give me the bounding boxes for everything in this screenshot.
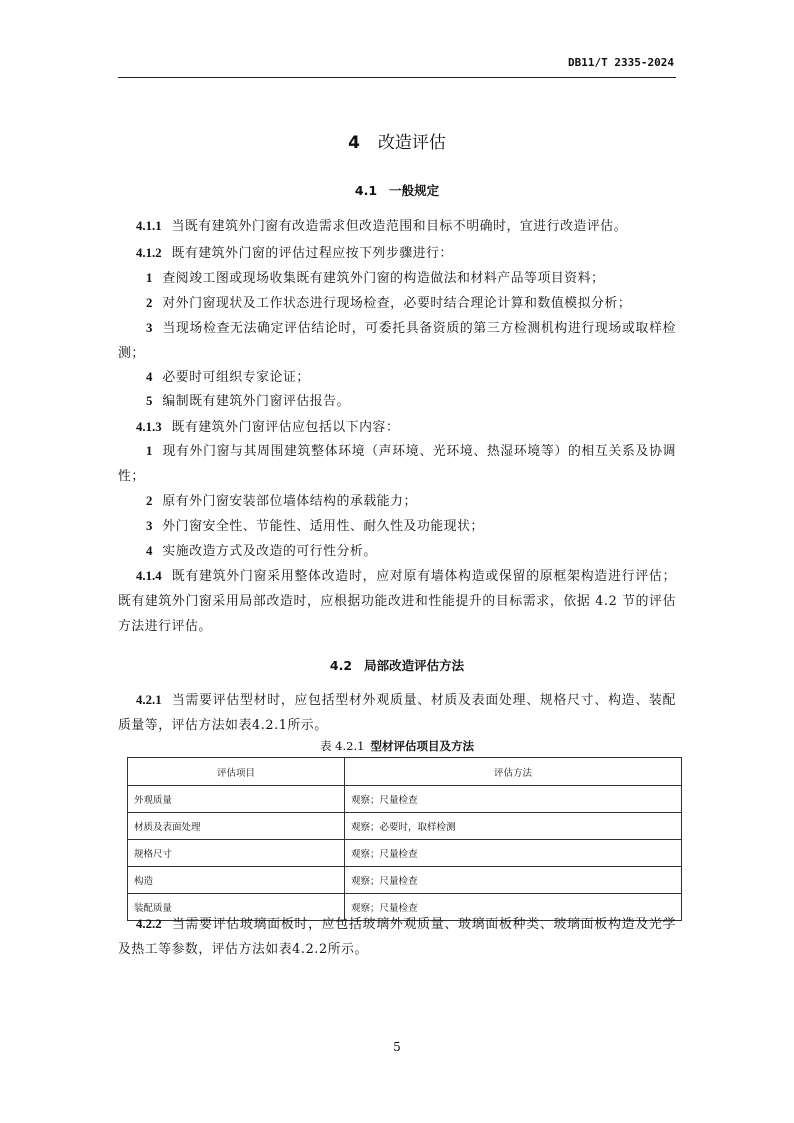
clause-label: 4.1.2 (136, 246, 162, 260)
table-cell: 外观质量 (128, 786, 345, 813)
item-text: 必要时可组织专家论证； (162, 370, 310, 385)
chapter-title-text: 改造评估 (377, 133, 446, 153)
item-number: 1 (146, 444, 153, 458)
section-title: 一般规定 (389, 183, 440, 198)
table-caption-number: 表 4.2.1 (320, 739, 365, 753)
clause-4-1-4 (118, 564, 676, 639)
item-number: 2 (146, 296, 153, 310)
list-item (118, 291, 676, 316)
list-item (118, 316, 676, 366)
table-cell: 装配质量 (128, 894, 345, 921)
clause-4-1-1 (118, 214, 676, 239)
section-heading (0, 656, 794, 674)
item-text: 原有外门窗安装部位墙体结构的承载能力； (162, 494, 417, 509)
clause-text: 当需要评估玻璃面板时，应包括玻璃外观质量、玻璃面板种类、玻璃面板构造及光学及热工等参数，评估方法如表4.2.2所示。 (118, 917, 676, 957)
section-number: 4.1 (354, 183, 378, 198)
list-item (118, 439, 676, 489)
section-heading (0, 181, 794, 199)
item-number: 4 (146, 544, 153, 558)
evaluation-table (127, 757, 682, 921)
clause-label: 4.1.3 (136, 420, 162, 434)
document-code: DB11/T 2335-2024 (568, 56, 674, 69)
list-item (118, 514, 676, 539)
clause-text: 既有建筑外门窗采用整体改造时，应对原有墙体构造或保留的原框架构造进行评估；既有建筑外门窗采用局部改造时，应根据功能改进和性能提升的目标需求，依据 4.2 节的评估方法进行评估。 (118, 569, 676, 634)
clause-4-1-2 (118, 241, 676, 266)
list-item (118, 539, 676, 564)
item-text: 实施改造方式及改造的可行性分析。 (162, 544, 377, 559)
table-cell: 观察；尺量检查 (345, 867, 682, 894)
item-number: 2 (146, 494, 153, 508)
table-cell: 观察；必要时，取样检测 (345, 813, 682, 840)
table-cell: 观察；尺量检查 (345, 840, 682, 867)
list-item (118, 389, 676, 414)
table-cell: 观察；尺量检查 (345, 786, 682, 813)
clause-label: 4.2.1 (136, 693, 162, 707)
item-number: 5 (146, 394, 153, 408)
header-rule (118, 77, 676, 78)
clause-label: 4.1.1 (136, 219, 162, 233)
item-text: 对外门窗现状及工作状态进行现场检查，必要时结合理论计算和数值模拟分析； (162, 296, 632, 311)
clause-label: 4.1.4 (136, 569, 162, 583)
chapter-title (0, 128, 794, 153)
table-caption (0, 738, 794, 754)
item-text: 外门窗安全性、节能性、适用性、耐久性及功能现状； (162, 519, 484, 534)
chapter-number: 4 (348, 133, 360, 153)
table-row (128, 840, 682, 867)
page-number: 5 (393, 1040, 401, 1054)
item-text: 现有外门窗与其周围建筑整体环境（声环境、光环境、热湿环境等）的相互关系及协调性； (118, 444, 676, 484)
clause-4-2-2 (118, 912, 676, 962)
section-title: 局部改造评估方法 (364, 658, 465, 673)
table-cell: 构造 (128, 867, 345, 894)
clause-text: 既有建筑外门窗的评估过程应按下列步骤进行： (171, 246, 453, 261)
clause-4-1-3 (118, 415, 676, 440)
clause-4-2-1 (118, 688, 676, 738)
clause-text: 当需要评估型材时，应包括型材外观质量、材质及表面处理、规格尺寸、构造、装配质量等，评估方法如表4.2.1所示。 (118, 693, 676, 733)
item-number: 3 (146, 321, 153, 335)
table-row (128, 867, 682, 894)
column-header: 评估项目 (128, 758, 345, 786)
table-row (128, 786, 682, 813)
list-item (118, 266, 676, 291)
table-caption-title: 型材评估项目及方法 (370, 739, 474, 753)
table-header-row (128, 758, 682, 786)
item-number: 4 (146, 370, 153, 384)
column-header: 评估方法 (345, 758, 682, 786)
clause-text: 既有建筑外门窗评估应包括以下内容： (171, 420, 400, 435)
table-cell: 材质及表面处理 (128, 813, 345, 840)
table-cell: 规格尺寸 (128, 840, 345, 867)
clause-text: 当既有建筑外门窗有改造需求但改造范围和目标不明确时，宜进行改造评估。 (171, 219, 628, 234)
item-text: 查阅竣工图或现场收集既有建筑外门窗的构造做法和材料产品等项目资料； (162, 271, 605, 286)
item-text: 编制既有建筑外门窗评估报告。 (162, 394, 350, 409)
list-item (118, 365, 676, 390)
list-item (118, 489, 676, 514)
item-number: 1 (146, 271, 153, 285)
table-row (128, 813, 682, 840)
item-number: 3 (146, 519, 153, 533)
section-number: 4.2 (329, 658, 353, 673)
clause-label: 4.2.2 (136, 917, 162, 931)
item-text: 当现场检查无法确定评估结论时，可委托具备资质的第三方检测机构进行现场或取样检测； (118, 321, 676, 361)
table-cell: 观察；尺量检查 (345, 894, 682, 921)
